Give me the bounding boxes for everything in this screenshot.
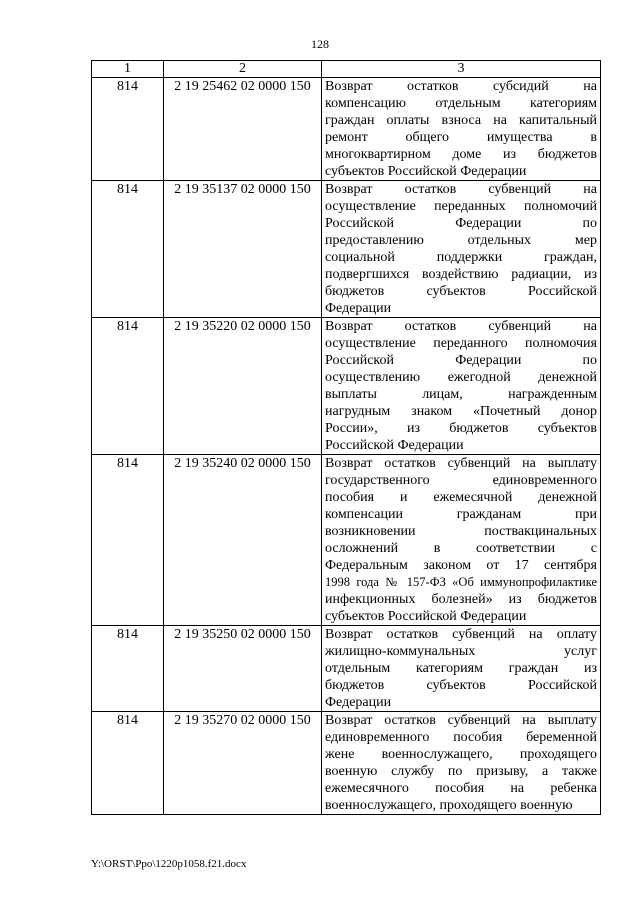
description-line: жене военнослужащего, проходящего <box>325 747 597 762</box>
description-line: военнослужащего, проходящего военную <box>325 798 573 813</box>
column-header-3: 3 <box>322 61 601 78</box>
description-line: осуществлению ежегодной денежной <box>325 370 597 385</box>
budget-classification-code-cell: 2 19 35250 02 0000 150 <box>164 626 322 712</box>
table-row <box>92 712 601 815</box>
classification-table <box>91 60 601 815</box>
description-line: подвергшихся воздействию радиации, из <box>325 267 597 282</box>
description-line: возникновении поствакцинальных <box>325 524 597 539</box>
description-line: Федерации <box>325 695 392 710</box>
table-row <box>92 78 601 181</box>
description-line: Федерации <box>325 301 392 316</box>
admin-code-cell: 814 <box>92 181 164 318</box>
table-header-row <box>92 61 601 78</box>
description-line: социальной поддержки граждан, <box>325 250 597 265</box>
description-line: компенсации гражданам при <box>325 507 597 522</box>
page-number: 128 <box>311 37 329 51</box>
admin-code-cell: 814 <box>92 78 164 181</box>
description-line: государственного единовременного <box>325 473 597 488</box>
description-line: Российской Федерации <box>325 438 464 453</box>
table-row <box>92 181 601 318</box>
description-line: Возврат остатков субвенций на <box>325 319 597 334</box>
income-description-cell <box>322 712 601 815</box>
description-line: бюджетов субъектов Российской <box>325 284 597 299</box>
description-line: ремонт общего имущества в <box>325 130 597 145</box>
budget-classification-code-cell: 2 19 35270 02 0000 150 <box>164 712 322 815</box>
income-description-cell <box>322 626 601 712</box>
description-line: отдельным категориям граждан из <box>325 661 597 676</box>
description-line: Возврат остатков субвенций на выплату <box>325 456 597 471</box>
income-description-cell <box>322 181 601 318</box>
description-line: России», из бюджетов субъектов <box>325 421 597 436</box>
budget-classification-code-cell: 2 19 35137 02 0000 150 <box>164 181 322 318</box>
description-line: бюджетов субъектов Российской <box>325 678 597 693</box>
description-line: осуществление переданных полномочий <box>325 199 597 214</box>
description-line: 1998 года № 157-ФЗ «Об иммунопрофилактике <box>325 575 597 589</box>
description-line: предоставлению отдельных мер <box>325 233 597 248</box>
description-line: единовременного пособия беременной <box>325 730 597 745</box>
admin-code-cell: 814 <box>92 318 164 455</box>
description-line: выплаты лицам, награжденным <box>325 387 597 402</box>
description-line: субъектов Российской Федерации <box>325 609 527 624</box>
description-line: инфекционных болезней» из бюджетов <box>325 592 597 607</box>
description-line: Российской Федерации по <box>325 216 597 231</box>
description-line: осуществление переданного полномочия <box>325 336 597 351</box>
document-file-path: Y:\ORST\Ppo\1220p1058.f21.docx <box>91 858 247 870</box>
budget-classification-code-cell: 2 19 35220 02 0000 150 <box>164 318 322 455</box>
description-line: пособия и ежемесячной денежной <box>325 490 597 505</box>
admin-code-cell: 814 <box>92 455 164 626</box>
description-line: Возврат остатков субвенций на выплату <box>325 713 597 728</box>
budget-classification-code-cell: 2 19 35240 02 0000 150 <box>164 455 322 626</box>
description-line: компенсацию отдельным категориям <box>325 96 597 111</box>
description-line: военную службу по призыву, а также <box>325 764 597 779</box>
description-line: осложнений в соответствии с <box>325 541 597 556</box>
description-line: Федеральным законом от 17 сентября <box>325 558 597 573</box>
description-line: Возврат остатков субвенций на <box>325 182 597 197</box>
table-row <box>92 318 601 455</box>
income-description-cell <box>322 78 601 181</box>
admin-code-cell: 814 <box>92 712 164 815</box>
description-line: граждан оплаты взноса на капитальный <box>325 113 597 128</box>
table-row <box>92 626 601 712</box>
column-header-1: 1 <box>92 61 164 78</box>
description-line: Возврат остатков субсидий на <box>325 79 597 94</box>
admin-code-cell: 814 <box>92 626 164 712</box>
table-body <box>92 78 601 815</box>
income-description-cell <box>322 318 601 455</box>
description-line: Российской Федерации по <box>325 353 597 368</box>
column-header-2: 2 <box>164 61 322 78</box>
description-line: нагрудным знаком «Почетный донор <box>325 404 597 419</box>
description-line: Возврат остатков субвенций на оплату <box>325 627 597 642</box>
income-description-cell <box>322 455 601 626</box>
table-row <box>92 455 601 626</box>
description-line: ежемесячного пособия на ребенка <box>325 781 597 796</box>
description-line: жилищно-коммунальных услуг <box>325 644 597 659</box>
description-line: многоквартирном доме из бюджетов <box>325 147 597 162</box>
description-line: субъектов Российской Федерации <box>325 164 527 179</box>
budget-classification-code-cell: 2 19 25462 02 0000 150 <box>164 78 322 181</box>
